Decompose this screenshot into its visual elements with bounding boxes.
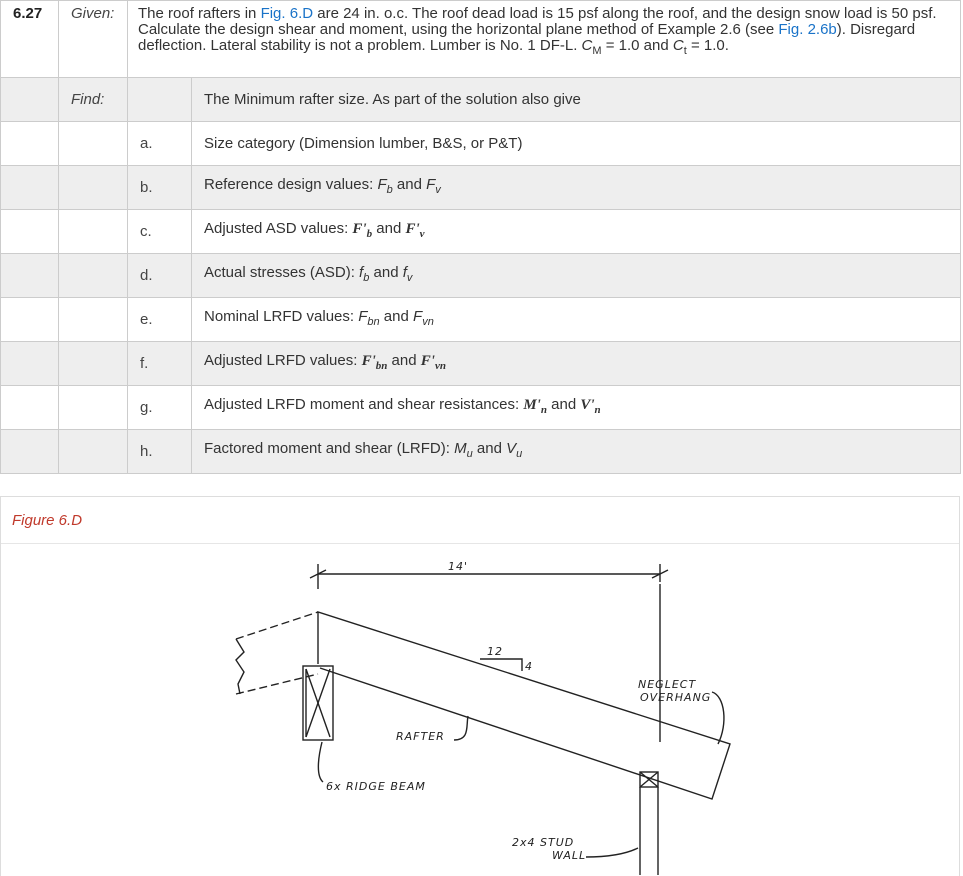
ridge-leader bbox=[318, 742, 323, 782]
overhang-leader bbox=[712, 692, 724, 744]
given-text: The roof rafters in Fig. 6.D are 24 in. o.c. The roof dead load is 15 psf along the roof, and the design snow load is 50 psf. Calculate the design shear and moment, using the horizontal plane method of Example 2.6 (see Fig. 2.6b). Disregard deflection. Lateral stability is not a problem. Lumber is No. 1 DF-L. $C_M = 1.0$ and $C_t = 1.0$. bbox=[128, 1, 961, 78]
break-line bbox=[236, 639, 244, 694]
item-letter: d. bbox=[128, 254, 192, 298]
find-row bbox=[1, 78, 961, 122]
rafter-continuation-top bbox=[236, 612, 318, 639]
ridge-beam-label: 6x RIDGE BEAM bbox=[326, 780, 426, 793]
item-row bbox=[1, 166, 961, 210]
item-row bbox=[1, 386, 961, 430]
wall-label: WALL bbox=[552, 849, 587, 862]
item-row bbox=[1, 122, 961, 166]
fig-6d-link[interactable]: Fig. 6.D bbox=[260, 5, 314, 22]
item-letter: f. bbox=[128, 342, 192, 386]
find-text: The Minimum rafter size. As part of the solution also give bbox=[192, 78, 961, 122]
stud-label: 2x4 STUD bbox=[512, 836, 575, 849]
item-text: Adjusted LRFD values: $F'_{bn}$ and $F'_{vn}$ bbox=[192, 342, 961, 386]
stud-leader bbox=[586, 848, 638, 857]
find-label: Find: bbox=[59, 78, 128, 122]
item-text: Adjusted ASD values: $F'_b$ and $F'_v$ bbox=[192, 210, 961, 254]
fig-2-6b-link[interactable]: Fig. 2.6b bbox=[778, 21, 837, 38]
item-row bbox=[1, 254, 961, 298]
item-row bbox=[1, 430, 961, 474]
slope-rise-label: 4 bbox=[525, 660, 533, 673]
figure-title: Figure 6.D bbox=[12, 512, 83, 529]
rafter-drawing bbox=[0, 544, 960, 875]
rafter-leader bbox=[454, 716, 468, 740]
item-letter: b. bbox=[128, 166, 192, 210]
item-letter: h. bbox=[128, 430, 192, 474]
item-letter: a. bbox=[128, 122, 192, 166]
slope-run-label: 12 bbox=[487, 645, 503, 658]
neglect-label: NEGLECT bbox=[638, 678, 697, 691]
dimension-label: 14' bbox=[448, 560, 469, 573]
given-row bbox=[1, 1, 961, 78]
item-row bbox=[1, 298, 961, 342]
rafter bbox=[318, 612, 730, 799]
item-text: Adjusted LRFD moment and shear resistances: $M'_n$ and $V'_n$ bbox=[192, 386, 961, 430]
item-letter: g. bbox=[128, 386, 192, 430]
rafter-label: RAFTER bbox=[396, 730, 445, 743]
item-letter: e. bbox=[128, 298, 192, 342]
problem-number: 6.27 bbox=[1, 1, 59, 78]
slope-triangle bbox=[480, 659, 522, 671]
item-text: Nominal LRFD values: $F_{bn}$ and $F_{vn}$ bbox=[192, 298, 961, 342]
item-text: Size category (Dimension lumber, B&S, or P&T) bbox=[192, 122, 961, 166]
item-text: Actual stresses (ASD): $f_b$ and $f_v$ bbox=[192, 254, 961, 298]
item-row bbox=[1, 342, 961, 386]
item-letter: c. bbox=[128, 210, 192, 254]
item-row bbox=[1, 210, 961, 254]
overhang-label: OVERHANG bbox=[640, 691, 712, 704]
item-text: Reference design values: $F_b$ and $F_v$ bbox=[192, 166, 961, 210]
given-label: Given: bbox=[59, 1, 128, 78]
item-text: Factored moment and shear (LRFD): $M_u$ and $V_u$ bbox=[192, 430, 961, 474]
